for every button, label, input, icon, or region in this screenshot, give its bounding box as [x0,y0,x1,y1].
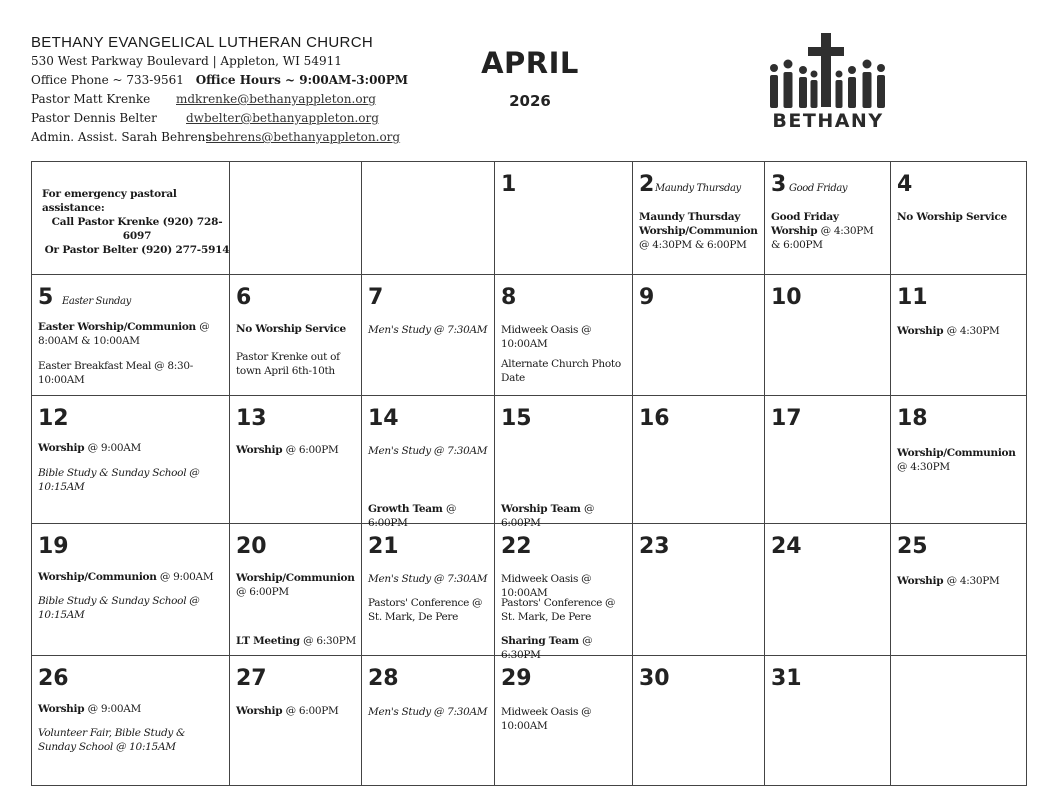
staff-email-link[interactable]: dwbelter@bethanyappleton.org [186,111,379,125]
event-entry: Men's Study @ 7:30AM [368,573,488,585]
day-cell[interactable] [362,396,495,529]
day-cell[interactable] [362,275,495,396]
event-entry: Good Friday Worship @ 4:30PM & 6:00PM [771,211,874,251]
day-cell[interactable] [495,275,633,396]
event-entry: Bible Study & Sunday School @ 10:15AM [38,467,200,493]
day-number: 19 [38,534,69,559]
day-number: 22 [501,534,532,559]
event-entry: Easter Breakfast Meal @ 8:30-10:00AM [38,360,193,386]
event-entry: Worship @ 9:00AM [38,442,141,454]
holiday-label: Good Friday [789,183,848,194]
calendar-header [0,0,1050,160]
event-entry: Alternate Church Photo Date [501,358,621,384]
event-entry: No Worship Service [897,211,1007,223]
day-number: 15 [501,406,532,431]
day-cell[interactable] [362,524,495,656]
day-number: 6 [236,285,252,310]
day-number: 1 [501,172,517,197]
staff-name: Admin. Assist. Sarah Behrens [31,130,212,144]
calendar-week [32,524,1027,656]
day-number: 26 [38,666,69,691]
day-cell[interactable] [633,524,765,656]
calendar-week [32,275,1027,396]
event-entry: Sharing Team @ 6:30PM [501,635,593,661]
day-number: 8 [501,285,517,310]
day-cell[interactable] [495,656,633,786]
day-number: 25 [897,534,928,559]
day-cell[interactable] [495,396,633,529]
day-number: 13 [236,406,267,431]
event-entry: Bible Study & Sunday School @ 10:15AM [38,595,200,621]
staff-name: Pastor Dennis Belter [31,111,157,125]
calendar-grid [31,161,1027,786]
calendar-week [32,396,1027,524]
emergency-notice [42,187,232,257]
event-entry: Worship @ 4:30PM [897,325,1000,337]
event-entry: Volunteer Fair, Bible Study & Sunday School @ 10:15AM [38,727,186,753]
day-number: 21 [368,534,399,559]
emergency-heading: For emergency pastoral assistance: [42,188,177,214]
day-number: 5 [38,285,54,310]
staff-email-link[interactable]: mdkrenke@bethanyappleton.org [176,92,376,106]
day-number: 12 [38,406,69,431]
office-line [31,71,408,90]
event-entry: Easter Worship/Communion @ 8:00AM & 10:00AM [38,321,210,347]
day-cell[interactable] [495,162,633,275]
day-number: 29 [501,666,532,691]
day-number: 14 [368,406,399,431]
church-address: 530 West Parkway Boulevard | Appleton, WI 54911 [31,54,342,68]
event-entry: Worship @ 6:00PM [236,705,339,717]
day-cell[interactable] [230,524,362,656]
office-phone: Office Phone ~ 733-9561 [31,73,184,87]
day-cell[interactable] [765,275,891,396]
staff-row [31,128,408,147]
day-cell[interactable] [362,656,495,786]
day-cell[interactable] [32,524,230,656]
event-entry: Midweek Oasis @ 10:00AM [501,706,592,732]
day-number: 24 [771,534,802,559]
day-cell[interactable] [765,162,891,275]
event-entry: Worship @ 4:30PM [897,575,1000,587]
empty-day-cell [891,656,1027,786]
event-entry: Worship @ 9:00AM [38,703,141,715]
event-entry: Midweek Oasis @ 10:00AM [501,573,592,599]
empty-day-cell [230,162,362,275]
calendar-week [32,656,1027,786]
event-entry: Men's Study @ 7:30AM [368,445,488,457]
calendar-week [32,162,1027,275]
event-entry: Pastors' Conference @ St. Mark, De Pere [368,597,483,623]
day-number: 30 [639,666,670,691]
logo-wordmark: BETHANY [772,110,884,132]
day-cell[interactable] [32,656,230,786]
day-number: 17 [771,406,802,431]
day-cell[interactable] [765,656,891,786]
day-number: 4 [897,172,913,197]
event-entry: Worship/Communion @ 4:30PM [897,447,1016,473]
day-number: 28 [368,666,399,691]
day-cell[interactable] [633,396,765,524]
day-number: 31 [771,666,802,691]
event-entry: Men's Study @ 7:30AM [368,706,488,718]
day-cell[interactable] [891,275,1027,396]
day-number: 11 [897,285,928,310]
staff-row [31,90,408,109]
emergency-info-cell [32,162,230,275]
day-number: 2 [639,172,655,197]
event-entry: Maundy Thursday Worship/Communion @ 4:30PM & 6:00PM [639,211,758,251]
day-cell[interactable] [230,275,362,396]
day-number: 27 [236,666,267,691]
event-entry: Worship @ 6:00PM [236,444,339,456]
year-label: 2026 [509,92,551,110]
day-number: 20 [236,534,267,559]
staff-row [31,109,408,128]
event-entry: Growth Team @ 6:00PM [368,503,457,529]
event-entry: No Worship Service [236,323,346,335]
event-entry: Midweek Oasis @ 10:00AM [501,324,592,350]
day-cell[interactable] [32,396,230,524]
staff-name: Pastor Matt Krenke [31,92,151,106]
month-title: APRIL [481,46,579,80]
staff-email-link[interactable]: sbehrens@bethanyappleton.org [206,130,401,144]
empty-day-cell [362,162,495,275]
day-cell[interactable] [32,275,230,396]
day-number: 7 [368,285,384,310]
day-number: 3 [771,172,787,197]
event-entry: Worship Team @ 6:00PM [501,503,595,529]
day-cell[interactable] [230,396,362,524]
day-cell[interactable] [633,162,765,275]
day-number: 10 [771,285,802,310]
event-entry: Worship/Communion @ 6:00PM [236,572,355,598]
day-cell[interactable] [891,162,1027,275]
event-entry: Pastors' Conference @ St. Mark, De Pere [501,597,616,623]
event-entry: Men's Study @ 7:30AM [368,324,488,336]
day-number: 18 [897,406,928,431]
day-cell[interactable] [633,275,765,396]
day-cell[interactable] [765,396,891,524]
church-name: BETHANY EVANGELICAL LUTHERAN CHURCH [31,34,373,51]
holiday-label: Maundy Thursday [655,183,741,194]
event-entry: Pastor Krenke out of town April 6th-10th [236,351,340,377]
day-number: 9 [639,285,655,310]
event-entry: LT Meeting @ 6:30PM [236,635,356,647]
day-cell[interactable] [891,524,1027,656]
day-cell[interactable] [765,524,891,656]
office-hours: Office Hours ~ 9:00AM-3:00PM [195,73,409,87]
event-entry: Worship/Communion @ 9:00AM [38,571,214,583]
day-cell[interactable] [495,524,633,661]
holiday-label: Easter Sunday [62,296,131,307]
emergency-contact-belter: Or Pastor Belter (920) 277-5914 [44,244,230,256]
day-cell[interactable] [891,396,1027,524]
day-cell[interactable] [633,656,765,786]
emergency-contact-krenke: Call Pastor Krenke (920) 728-6097 [51,216,223,242]
day-number: 23 [639,534,670,559]
church-contact-block [31,34,408,147]
day-cell[interactable] [230,656,362,786]
day-number: 16 [639,406,670,431]
